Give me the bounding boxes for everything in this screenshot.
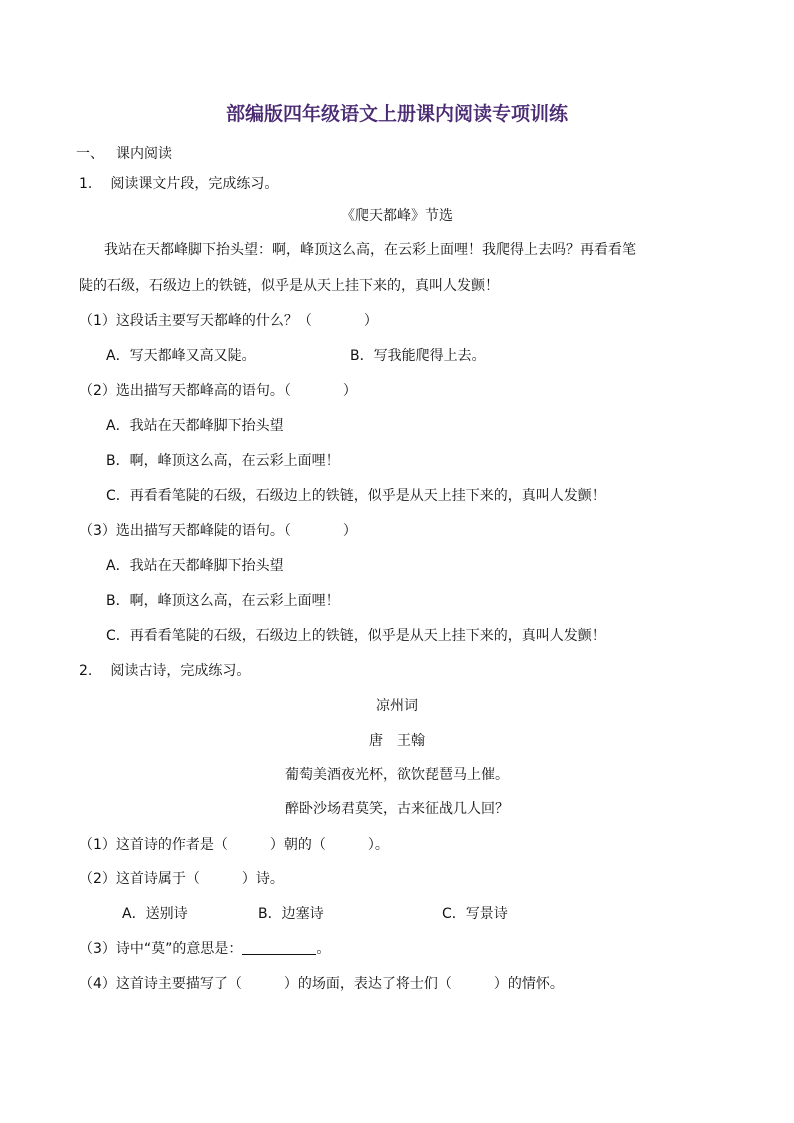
- sub-question: [79, 939, 330, 959]
- sub-question-stem: （2）选出描写天都峰高的语句。（: [79, 383, 291, 399]
- option-b: B．写我能爬得上去。: [350, 348, 486, 364]
- option-c: C．再看看笔陡的石级，石级边上的铁链，似乎是从天上挂下来的，真叫人发颤！: [106, 628, 606, 644]
- poem-dynasty: 唐: [369, 733, 383, 749]
- question-instruction: 阅读古诗，完成练习。: [110, 663, 251, 679]
- passage-line: 我站在天都峰脚下抬头望：啊，峰顶这么高，在云彩上面哩！我爬得上去吗？再看看笔: [104, 242, 636, 258]
- question-number: 2.: [79, 663, 93, 679]
- option-c: C．再看看笔陡的石级，石级边上的铁链，似乎是从天上挂下来的，真叫人发颤！: [106, 488, 606, 504]
- sub-question-text: ）。: [367, 837, 389, 853]
- option-a: A．我站在天都峰脚下抬头望: [106, 558, 284, 574]
- sub-question-text: 。: [316, 941, 331, 957]
- question-number: 1.: [79, 176, 93, 192]
- answer-underline[interactable]: [242, 940, 316, 955]
- section-heading: [76, 144, 172, 164]
- question-1-heading: [79, 174, 278, 194]
- option-a: A．送别诗: [122, 906, 188, 922]
- sub-question-text: （2）这首诗属于（: [79, 871, 200, 887]
- poem-title: 凉州词: [376, 698, 418, 714]
- bracket-close: ）: [363, 313, 378, 329]
- sub-question-stem: （3）选出描写天都峰陡的语句。（: [79, 523, 291, 539]
- sub-question: [79, 835, 389, 855]
- passage-title: 《爬天都峰》节选: [341, 208, 453, 224]
- option-b: B．啊，峰顶这么高，在云彩上面哩！: [106, 453, 340, 469]
- section-label: 课内阅读: [116, 146, 172, 162]
- sub-question: [79, 381, 357, 401]
- sub-question-text: ）诗。: [241, 871, 284, 887]
- question-2-heading: [79, 661, 250, 681]
- poem-author: 王翰: [397, 733, 425, 749]
- sub-question-text: （1）这首诗的作者是（: [79, 837, 228, 853]
- page-title: 部编版四年级语文上册课内阅读专项训练: [225, 103, 568, 125]
- sub-question-text: ）的情怀。: [493, 976, 564, 992]
- bracket-close: ）: [342, 383, 357, 399]
- sub-question-text: （3）诗中“莫”的意思是：: [79, 941, 243, 957]
- option-b: B．边塞诗: [258, 906, 324, 922]
- section-number: 一、: [76, 146, 104, 162]
- sub-question-stem: （1）这段话主要写天都峰的什么？（: [79, 313, 312, 329]
- sub-question-text: ）的场面，表达了将士们（: [283, 976, 452, 992]
- poem-line: 葡萄美酒夜光杯，欲饮琵琶马上催。: [285, 767, 509, 783]
- poem-line: 醉卧沙场君莫笑，古来征战几人回？: [285, 801, 509, 817]
- sub-question: [79, 521, 357, 541]
- question-instruction: 阅读课文片段，完成练习。: [110, 176, 279, 192]
- option-b: B．啊，峰顶这么高，在云彩上面哩！: [106, 593, 340, 609]
- option-a: A．写天都峰又高又陡。: [106, 348, 256, 364]
- passage-line: 陡的石级，石级边上的铁链，似乎是从天上挂下来的，真叫人发颤！: [79, 278, 499, 294]
- option-a: A．我站在天都峰脚下抬头望: [106, 418, 284, 434]
- sub-question-text: （4）这首诗主要描写了（: [79, 976, 242, 992]
- poem-byline: [0, 731, 794, 751]
- sub-question-text: ）朝的（: [269, 837, 326, 853]
- sub-question: [79, 869, 284, 889]
- bracket-close: ）: [342, 523, 357, 539]
- sub-question: [79, 311, 378, 331]
- option-c: C．写景诗: [442, 906, 508, 922]
- sub-question: [79, 974, 564, 994]
